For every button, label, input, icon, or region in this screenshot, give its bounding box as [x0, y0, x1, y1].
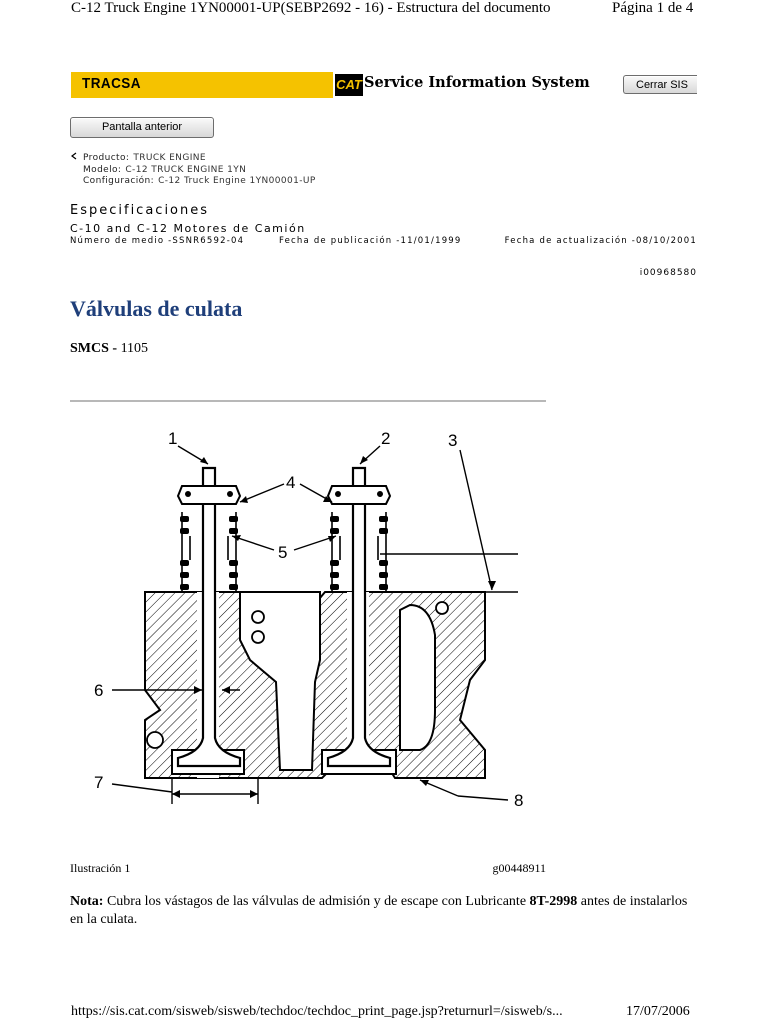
breadcrumb-product-row[interactable] — [70, 152, 316, 165]
note-part-number: 8T-2998 — [529, 894, 578, 909]
smcs-value: 1105 — [120, 341, 149, 356]
graphic-id: g00448911 — [492, 861, 546, 875]
breadcrumb-config-row — [70, 176, 316, 188]
callout-1: 1 — [168, 429, 178, 448]
dealer-brand-label: TRACSA — [82, 75, 141, 92]
model-label: Modelo: — [83, 164, 122, 175]
config-label: Configuración: — [83, 176, 155, 186]
product-label: Producto: — [83, 153, 130, 163]
callout-6: 6 — [94, 681, 104, 700]
cat-logo-icon: CAT — [335, 74, 363, 96]
note-paragraph — [70, 893, 700, 929]
smcs-code — [70, 341, 148, 357]
document-id: i00968580 — [639, 268, 697, 278]
print-document-title: C-12 Truck Engine 1YN00001-UP(SEBP2692 - 16) - Estructura del documento — [71, 0, 551, 16]
sis-banner — [71, 72, 697, 98]
cylinder-head-valves-drawing — [90, 420, 540, 850]
previous-screen-button[interactable]: Pantalla anterior — [70, 117, 214, 138]
callout-4: 4 — [286, 473, 296, 492]
product-value: TRUCK ENGINE — [133, 153, 206, 163]
breadcrumb — [70, 152, 316, 188]
config-value: C-12 Truck Engine 1YN00001-UP — [158, 176, 316, 186]
print-page-number: Página 1 de 4 — [612, 0, 694, 16]
note-label: Nota: — [70, 894, 104, 909]
media-number: Número de medio -SSNR6592-04 — [70, 236, 245, 246]
illustration-label: Ilustración 1 — [70, 861, 131, 875]
sis-title: Service Information System — [364, 74, 590, 91]
back-arrow-icon[interactable] — [70, 152, 83, 165]
print-date: 17/07/2006 — [626, 1004, 690, 1019]
callout-2: 2 — [381, 429, 391, 448]
publication-date: Fecha de publicación -11/01/1999 — [279, 236, 462, 246]
breadcrumb-model-row — [70, 165, 316, 177]
print-url: https://sis.cat.com/sisweb/sisweb/techdoc/techdoc_print_page.jsp?returnurl=/sisweb/s... — [71, 1004, 563, 1019]
dealer-brand-bar — [71, 72, 333, 98]
smcs-label: SMCS - — [70, 341, 118, 356]
note-text-2: antes de instalarlos en la culata. — [70, 894, 688, 927]
callout-3: 3 — [448, 431, 458, 450]
section-divider — [70, 400, 546, 402]
model-value: C-12 TRUCK ENGINE 1YN — [125, 164, 247, 175]
specs-subtitle: C-10 and C-12 Motores de Camión — [70, 222, 306, 235]
specs-heading: Especificaciones — [70, 203, 210, 218]
callout-5: 5 — [278, 543, 288, 562]
callout-8: 8 — [514, 791, 524, 810]
valve-illustration — [90, 420, 540, 850]
callout-7: 7 — [94, 773, 104, 792]
print-header — [0, 0, 768, 22]
update-date: Fecha de actualización -08/10/2001 — [504, 236, 697, 246]
note-text-1: Cubra los vástagos de las válvulas de admisión y de escape con Lubricante — [106, 894, 527, 909]
close-sis-button[interactable]: Cerrar SIS — [623, 75, 697, 94]
page-title: Válvulas de culata — [70, 296, 243, 321]
